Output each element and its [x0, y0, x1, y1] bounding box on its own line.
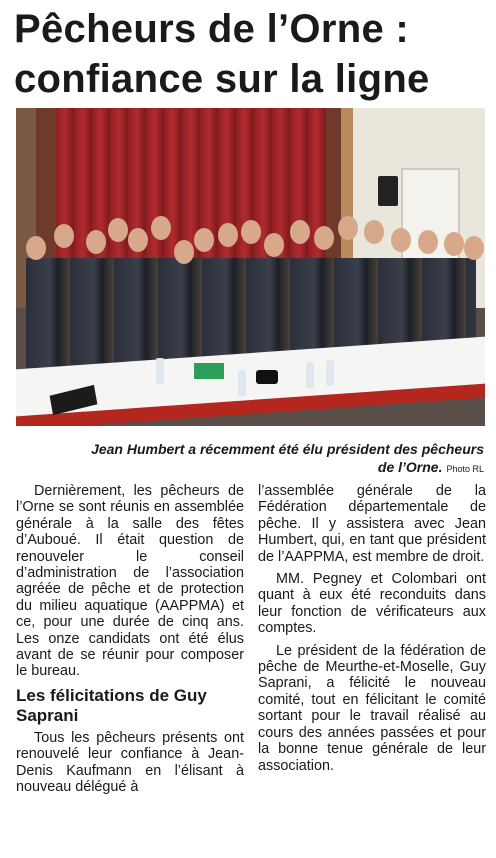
article-paragraph-4: Le président de la fédération de pêche de Meurthe-et-Moselle, Guy Saprani, a félicité le nouveau comité, tout en félicitant le comité sortant pour le travail réalisé au cours des années passées et pour la bonne tenue générale de leur association. [258, 642, 486, 774]
photo-credit: Photo RL [446, 464, 484, 474]
article-paragraph-3: MM. Pegney et Colombari ont quant à eux été reconduits dans leur fonction de vérificateurs aux comptes. [258, 571, 486, 637]
headline [14, 4, 484, 104]
group-photo-image [16, 108, 485, 426]
caption-text: Jean Humbert a récemment été élu président des pêcheurs de l’Orne. [91, 441, 484, 475]
headline-line-2: confiance sur la ligne [14, 57, 430, 101]
photo-caption [84, 440, 484, 478]
headline-line-1: Pêcheurs de l’Orne : [14, 7, 410, 51]
article-column-left [16, 483, 244, 802]
article-paragraph-1: Dernièrement, les pêcheurs de l’Orne se sont réunis en assemblée générale à la salle des fêtes d’Auboué. Il était question de renouveler le conseil d’administration de l’association agréée de pêche et de protection du milieu aquatique (AAPPMA) et ce, pour une durée de cinq ans. Les onze candidats ont été élus avant de se réunir pour composer le bureau. [16, 483, 244, 680]
article-paragraph-2: Tous les pêcheurs présents ont renouvelé leur confiance à Jean-Denis Kaufmann en l’élisant à nouveau délégué à [16, 729, 244, 796]
article-column-right [258, 483, 486, 780]
article-paragraph-2-continued: l’assemblée générale de la Fédération départementale de pêche. Il y assistera avec Jean Humbert, qui, en tant que président de l’AAPPMA, est membre de droit. [258, 483, 486, 565]
article-subheading: Les félicitations de Guy Saprani [16, 685, 207, 725]
